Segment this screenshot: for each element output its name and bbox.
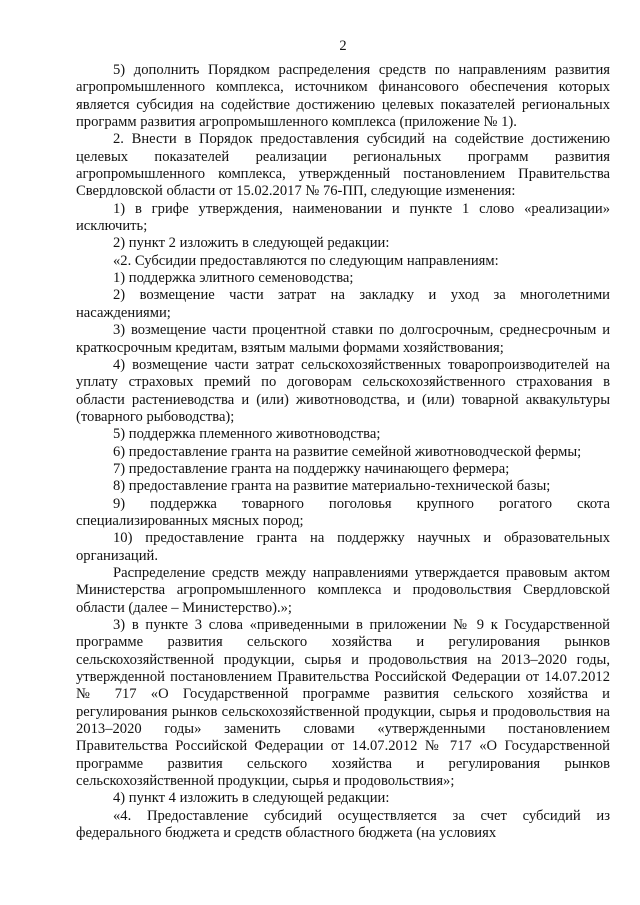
list-item-direction-6: 6) предоставление гранта на развитие семейной животноводческой фермы; [113,443,582,460]
page-number: 2 [339,38,347,54]
list-item-direction-10: 10) предоставление гранта на поддержку научных и образовательных организаций. [76,530,610,564]
paragraph-amendment-4: 4) пункт 4 изложить в следующей редакции: [113,790,390,807]
list-item-direction-5: 5) поддержка племенного животноводства; [113,426,381,443]
paragraph-item-5-appendix: 5) дополнить Порядком распределения средств по направлениям развития агропромышленного комплекса, источником финансового обеспечения которых является субсидия на содействие достижению целевых показателей региональных программ развития агропромышленного комплекса (приложение № 1). [76,62,610,131]
list-item-direction-1: 1) поддержка элитного семеноводства; [113,270,354,287]
paragraph-section-2-amendments: 2. Внести в Порядок предоставления субсидий на содействие достижению целевых показателей реализации региональных программ развития агропромышленного комплекса, утвержденный постановлением Правительства Свердловской области от 15.02.2017 № 76-ПП, следующие изменения: [76,131,610,200]
list-item-direction-9: 9) поддержка товарного поголовья крупного рогатого скота специализированных мясных пород; [76,495,610,529]
paragraph-amendment-1: 1) в грифе утверждения, наименовании и пункте 1 слово «реализации» исключить; [76,200,610,235]
list-item-direction-4: 4) возмещение части затрат сельскохозяйственных товаропроизводителей на уплату страховых премий по договорам сельскохозяйственного страхования в области растениеводства и (или) животноводства, и (или) товарной аквакультуры (товарного рыбоводства); [76,356,610,425]
list-item-direction-2: 2) возмещение части затрат на закладку и уход за многолетними насаждениями; [76,287,610,321]
list-item-direction-8: 8) предоставление гранта на развитие материально-технической базы; [113,478,551,495]
list-item-direction-3: 3) возмещение части процентной ставки по долгосрочным, среднесрочным и краткосрочным кредитам, взятым малыми формами хозяйствования; [76,322,610,356]
paragraph-distribution: Распределение средств между направлениями утверждается правовым актом Министерства агропромышленного комплекса и продовольствия Свердловской области (далее – Министерство).»; [76,564,610,616]
paragraph-subsidy-directions: «2. Субсидии предоставляются по следующим направлениям: [113,252,499,269]
paragraph-amendment-3: 3) в пункте 3 слова «приведенными в приложении № 9 к Государственной программе развития сельского хозяйства и регулирования рынков сельскохозяйственной продукции, сырья и продовольствия на 2013–2020 годы, утвержденной постановлением Правительства Российской Федерации от 14.07.2012 № 717 «О Государственной программе развития сельского хозяйства и регулирования рынков сельскохозяйственной продукции, сырья и продовольствия на 2013–2020 годы» заменить словами «утвержденными постановлением Правительства Российской Федерации от 14.07.2012 № 717 «О Государственной программе развития сельского хозяйства и регулирования рынков сельскохозяйственной продукции, сырья и продовольствия»; [76,617,610,790]
document-body [76,62,610,842]
paragraph-section-4-text: «4. Предоставление субсидий осуществляется за счет субсидий из федерального бюджета и средств областного бюджета (на условиях [76,807,610,842]
list-item-direction-7: 7) предоставление гранта на поддержку начинающего фермера; [113,460,510,477]
paragraph-amendment-2: 2) пункт 2 изложить в следующей редакции: [113,235,390,252]
